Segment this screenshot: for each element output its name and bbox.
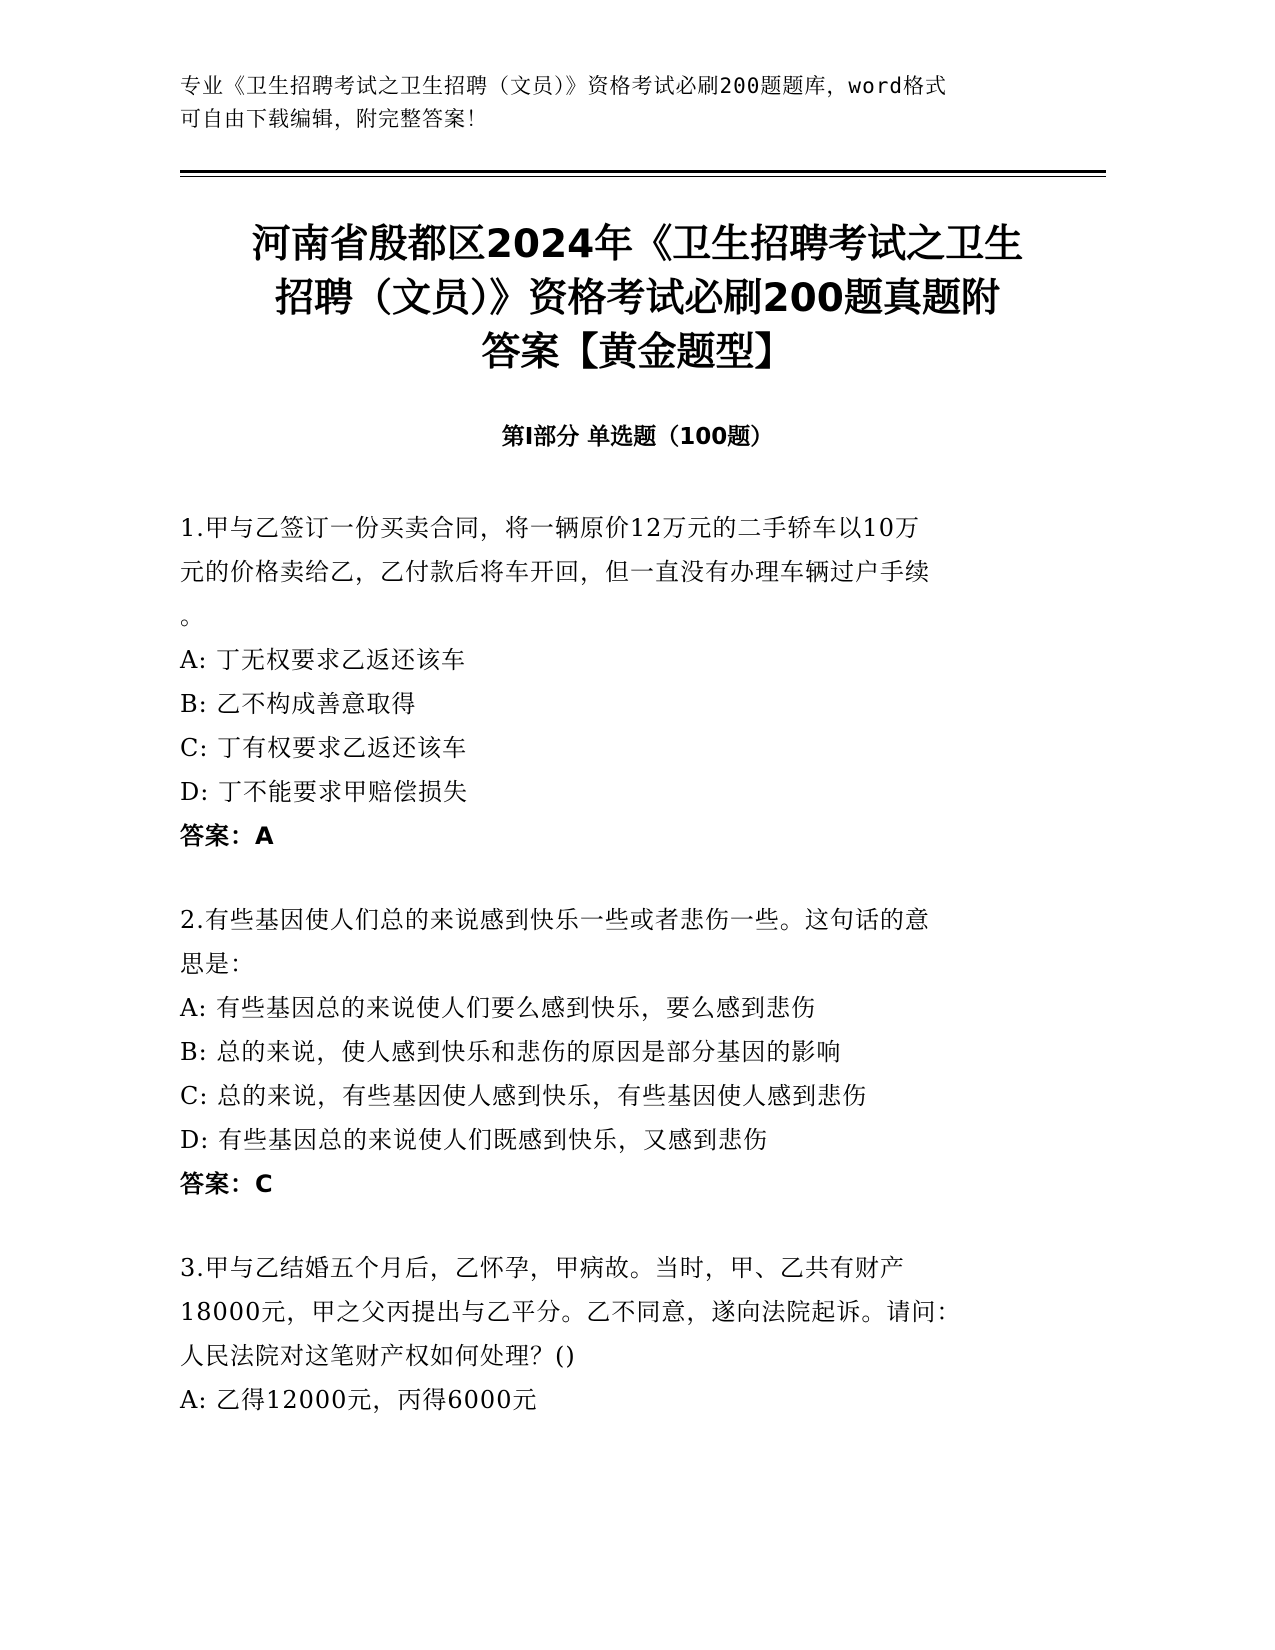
- document-title: [150, 218, 1125, 380]
- option-c: C: 丁有权要求乙返还该车: [180, 734, 468, 762]
- option-a: A: 有些基因总的来说使人们要么感到快乐，要么感到悲伤: [180, 994, 817, 1022]
- option-b: B: 乙不构成善意取得: [180, 690, 417, 718]
- question-2: [180, 898, 1050, 1206]
- question-stem-line: 18000元，甲之父丙提出与乙平分。乙不同意，遂向法院起诉。请问：: [180, 1298, 962, 1326]
- question-stem-line: 3.甲与乙结婚五个月后，乙怀孕，甲病故。当时，甲、乙共有财产: [180, 1254, 905, 1282]
- question-stem-line: 思是：: [180, 950, 255, 978]
- option-c: C: 总的来说，有些基因使人感到快乐，有些基因使人感到悲伤: [180, 1082, 868, 1110]
- option-b: B: 总的来说，使人感到快乐和悲伤的原因是部分基因的影响: [180, 1038, 842, 1066]
- header-note-line: 可自由下载编辑，附完整答案！: [180, 107, 488, 131]
- title-line: 河南省殷都区2024年《卫生招聘考试之卫生: [251, 222, 1024, 267]
- option-d: D: 丁不能要求甲赔偿损失: [180, 778, 468, 806]
- option-d: D: 有些基因总的来说使人们既感到快乐，又感到悲伤: [180, 1126, 768, 1154]
- question-stem-line: 1.甲与乙签订一份买卖合同，将一辆原价12万元的二手轿车以10万: [180, 514, 920, 542]
- question-stem-line: 人民法院对这笔财产权如何处理？(): [180, 1342, 576, 1370]
- header-note: [180, 70, 1030, 136]
- title-line: 答案【黄金题型】: [481, 330, 794, 375]
- answer-key: 答案：A: [180, 822, 275, 850]
- header-divider-thick: [180, 170, 1106, 173]
- question-stem-line: 2.有些基因使人们总的来说感到快乐一些或者悲伤一些。这句话的意: [180, 906, 930, 934]
- question-3: [180, 1246, 1050, 1422]
- question-stem-line: 。: [180, 602, 205, 630]
- section-heading: 第Ⅰ部分 单选题（100题）: [501, 424, 774, 450]
- question-stem-line: 元的价格卖给乙，乙付款后将车开回，但一直没有办理车辆过户手续: [180, 558, 930, 586]
- title-line: 招聘（文员）》资格考试必刷200题真题附: [275, 276, 1000, 321]
- question-1: [180, 506, 1050, 858]
- header-note-line: 专业《卫生招聘考试之卫生招聘（文员）》资格考试必刷200题题库，word格式: [180, 74, 947, 98]
- answer-key: 答案：C: [180, 1170, 274, 1198]
- question-list: [180, 506, 1050, 1462]
- option-a: A: 丁无权要求乙返还该车: [180, 646, 467, 674]
- header-divider-thin: [180, 176, 1106, 177]
- option-a: A: 乙得12000元，丙得6000元: [180, 1386, 538, 1414]
